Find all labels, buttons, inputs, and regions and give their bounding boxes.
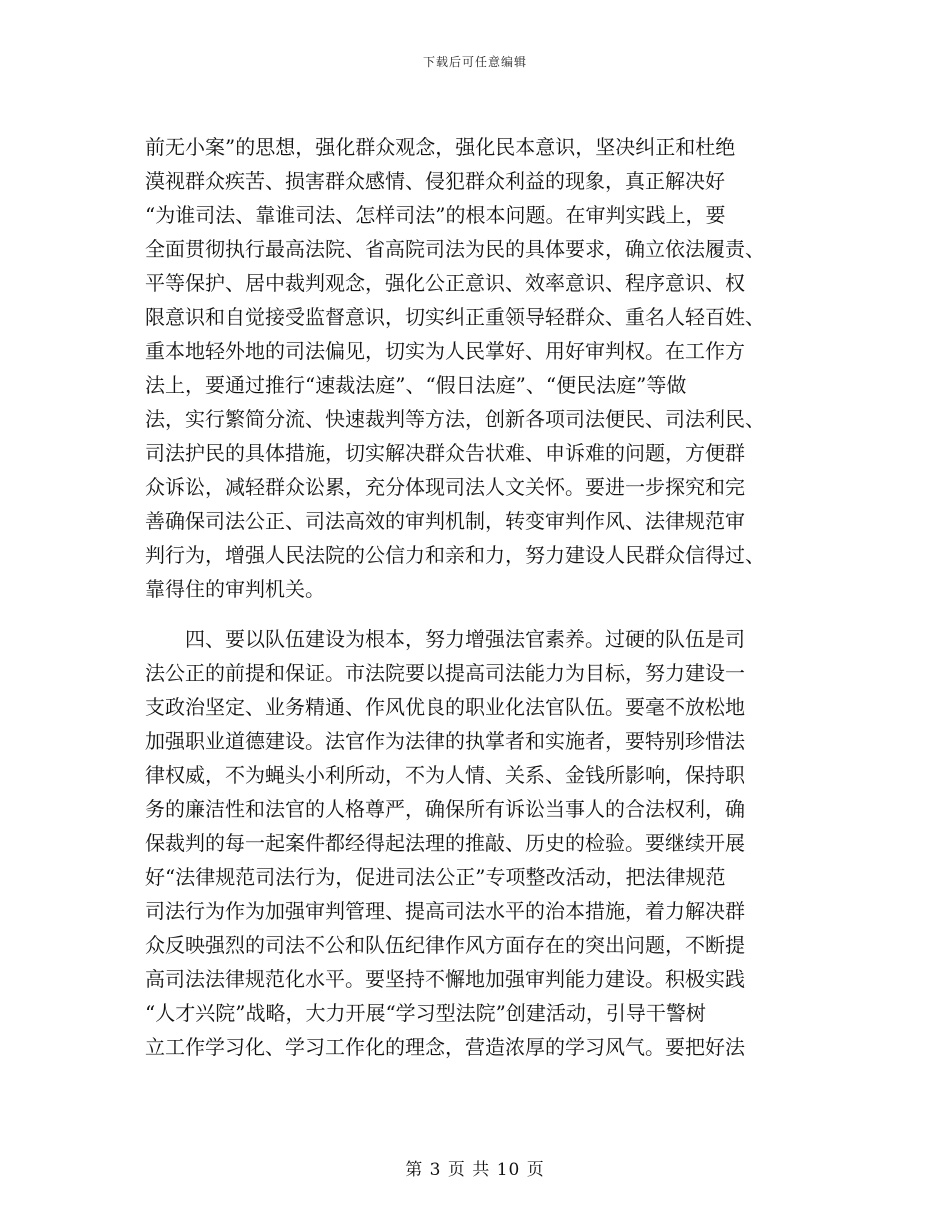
text-line: “为谁司法、靠谁司法、怎样司法”的根本问题。在审判实践上，要 <box>145 203 726 227</box>
text-line: 好“法律规范司法行为，促进司法公正”专项整改活动，把法律规范 <box>145 865 726 889</box>
document-body <box>145 130 810 1064</box>
text-line: 保裁判的每一起案件都经得起法理的推敲、历史的检验。要继续开展 <box>145 831 745 855</box>
text-line: 加强职业道德建设。法官作为法律的执掌者和实施者，要特别珍惜法 <box>145 729 745 753</box>
text-line: 善确保司法公正、司法高效的审判机制，转变审判作风、法律规范审 <box>145 509 745 533</box>
text-line: 法公正的前提和保证。市法院要以提高司法能力为目标，努力建设一 <box>145 661 745 685</box>
text-line: 法，实行繁简分流、快速裁判等方法，创新各项司法便民、司法利民、 <box>145 407 765 431</box>
text-line: 四、要以队伍建设为根本，努力增强法官素养。过硬的队伍是司 <box>145 627 745 651</box>
paragraph-gap <box>145 606 810 622</box>
paragraph <box>145 130 810 606</box>
text-line: 律权威，不为蝇头小利所动，不为人情、关系、金钱所影响，保持职 <box>145 763 745 787</box>
page-number-footer: 第 3 页 共 10 页 <box>405 1160 545 1180</box>
text-line: 立工作学习化、学习工作化的理念，营造浓厚的学习风气。要把好法 <box>145 1035 745 1059</box>
page-header: 下载后可任意编辑 <box>422 55 527 69</box>
text-line: 众诉讼，减轻群众讼累，充分体现司法人文关怀。要进一步探究和完 <box>145 475 745 499</box>
text-line: 判行为，增强人民法院的公信力和亲和力，努力建设人民群众信得过、 <box>145 543 765 567</box>
text-line: “人才兴院”战略，大力开展“学习型法院”创建活动，引导干警树 <box>145 1001 706 1025</box>
text-line: 众反映强烈的司法不公和队伍纪律作风方面存在的突出问题，不断提 <box>145 933 745 957</box>
text-line: 支政治坚定、业务精通、作风优良的职业化法官队伍。要毫不放松地 <box>145 695 745 719</box>
text-line: 高司法法律规范化水平。要坚持不懈地加强审判能力建设。积极实践 <box>145 967 745 991</box>
text-line: 平等保护、居中裁判观念，强化公正意识、效率意识、程序意识、权 <box>145 271 745 295</box>
text-line: 务的廉洁性和法官的人格尊严，确保所有诉讼当事人的合法权利，确 <box>145 797 745 821</box>
text-line: 重本地轻外地的司法偏见，切实为人民掌好、用好审判权。在工作方 <box>145 339 745 363</box>
text-line: 法上，要通过推行“速裁法庭”、“假日法庭”、“便民法庭”等做 <box>145 373 687 397</box>
text-line: 全面贯彻执行最高法院、省高院司法为民的具体要求，确立依法履责、 <box>145 237 765 261</box>
paragraph <box>145 622 810 1064</box>
text-line: 限意识和自觉接受监督意识，切实纠正重领导轻群众、重名人轻百姓、 <box>145 305 765 329</box>
text-line: 靠得住的审判机关。 <box>145 577 325 601</box>
text-line: 漠视群众疾苦、损害群众感情、侵犯群众利益的现象，真正解决好 <box>145 169 725 193</box>
text-line: 司法护民的具体措施，切实解决群众告状难、申诉难的问题，方便群 <box>145 441 745 465</box>
text-line: 前无小案”的思想，强化群众观念，强化民本意识，坚决纠正和杜绝 <box>145 135 736 159</box>
text-line: 司法行为作为加强审判管理、提高司法水平的治本措施，着力解决群 <box>145 899 745 923</box>
